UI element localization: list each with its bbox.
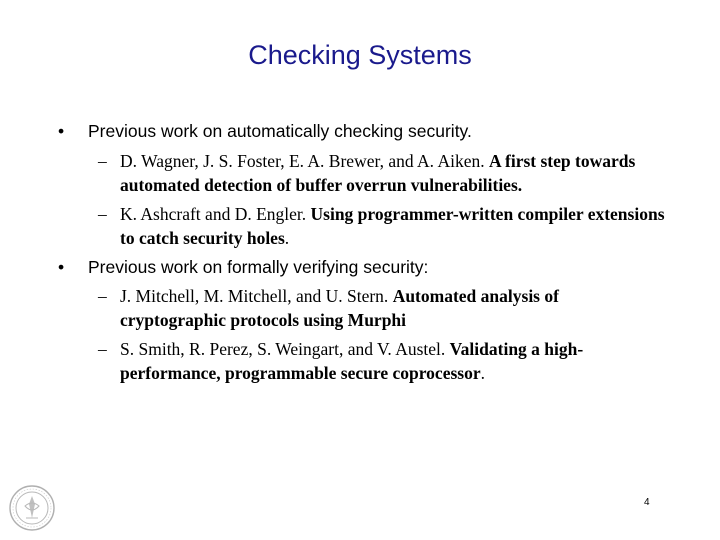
sub-plain: D. Wagner, J. S. Foster, E. A. Brewer, and A. Aiken. [120,151,485,171]
bullet-dot: • [58,257,65,277]
bullet-text: Previous work on formally verifying security: [88,257,429,277]
sub-item [98,284,668,332]
bullet-dot: • [58,121,65,141]
sub-text [120,202,668,250]
sub-dash: – [98,286,107,306]
sub-item [98,202,668,250]
sub-plain: K. Ashcraft and D. Engler. [120,204,307,224]
sub-text [120,149,668,197]
page-number: 4 [644,497,650,508]
sub-dash: – [98,339,107,359]
slide-title: Checking Systems [248,40,472,70]
sub-dash: – [98,204,107,224]
university-seal-icon [8,484,56,532]
sub-bold: Validating a high-performance, programmable secure coprocessor [120,339,584,383]
sub-text [120,284,668,332]
sub-tail: . [284,228,290,248]
sub-dash: – [98,151,107,171]
sub-tail: . [480,363,485,383]
sub-plain: S. Smith, R. Perez, S. Weingart, and V. Austel. [120,339,446,359]
sub-bold: A first step towards automated detection of buffer overrun vulnerabilities. [120,151,636,195]
sub-item [98,337,668,385]
bullet-text: Previous work on automatically checking security. [88,121,472,141]
sub-bold: Automated analysis of cryptographic protocols using Murphi [120,286,559,330]
sub-text [120,337,668,385]
sub-bold: Using programmer-written compiler extensions to catch security holes [120,204,665,248]
sub-item [98,149,668,197]
sub-plain: J. Mitchell, M. Mitchell, and U. Stern. [120,286,389,306]
